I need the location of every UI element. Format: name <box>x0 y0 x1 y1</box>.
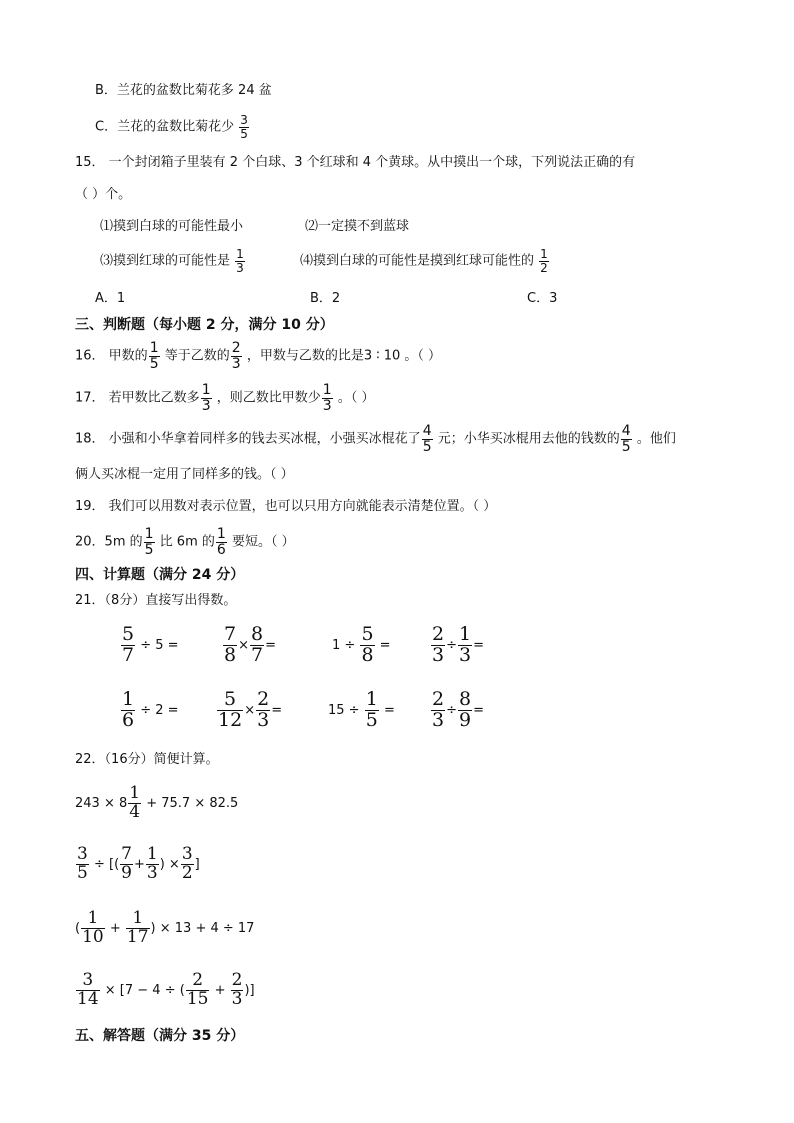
q21-expr-7: 15 ÷ $\frac{1}{5}$ = <box>328 688 395 731</box>
q21-expr-5: $\frac{1}{6}$ ÷ 2 = <box>122 688 179 731</box>
fraction: $\frac{2}{3}$ <box>231 340 241 372</box>
fraction: $\frac{2}{15}$ <box>186 970 209 1009</box>
fraction: $\frac{3}{5}$ <box>77 844 88 883</box>
q19: 19． 我们可以用数对表示位置，也可以只用方向就能表示清楚位置。（ ） <box>75 499 497 514</box>
fraction: $\frac{1}{5}$ <box>149 340 159 372</box>
q15-blank: （ ）个。 <box>75 187 132 202</box>
fraction: $\frac{2}{3}$ <box>231 970 243 1009</box>
fraction: $\frac{2}{3}$ <box>432 623 445 666</box>
fraction: $\frac{1}{17}$ <box>126 908 149 947</box>
q20: 20．5m 的 $\frac{1}{5}$ 比 6m 的 $\frac{1}{6}$ 要短。（ ） <box>75 526 295 558</box>
fraction: $\frac{1}{5}$ <box>144 526 154 558</box>
fraction: $\frac{1}{3}$ <box>459 623 472 666</box>
q14-option-c: C．兰花的盆数比菊花少 $\frac{3}{5}$ <box>95 113 248 141</box>
q15-stem: 15． 一个封闭箱子里装有 2 个白球、3 个红球和 4 个黄球。从中摸出一个球，下列说法正确的有 <box>75 155 636 170</box>
fraction: $\frac{8}{9}$ <box>459 688 472 731</box>
q15-option-b: B．2 <box>310 291 341 306</box>
fraction: $\frac{1}{6}$ <box>216 526 226 558</box>
fraction: $\frac{2}{3}$ <box>257 688 270 731</box>
fraction: $\frac{4}{5}$ <box>621 423 631 455</box>
q15-option-c: C．3 <box>527 291 558 306</box>
fraction: $\frac{5}{8}$ <box>361 623 374 666</box>
q21-expr-2: $\frac{7}{8}$ × $\frac{8}{7}$ = <box>224 623 276 666</box>
fraction: $\frac{2}{3}$ <box>432 688 445 731</box>
q15-option-a: A．1 <box>95 291 126 306</box>
fraction: $\frac{3}{2}$ <box>181 844 193 883</box>
q15-statement-3: ⑶摸到红球的可能性是 $\frac{1}{3}$ <box>100 247 244 275</box>
fraction: $\frac{1}{3}$ <box>146 844 158 883</box>
q18-line2: 俩人买冰棍一定用了同样多的钱。（ ） <box>75 467 294 482</box>
q22-calc-1: 243 × 8 $\frac{1}{4}$ + 75.7 × 82.5 <box>75 783 239 822</box>
q21-expr-3: 1 ÷ $\frac{5}{8}$ = <box>332 623 391 666</box>
q22-calc-2: $\frac{3}{5}$ ÷ [( $\frac{7}{9}$ + $\frac{1}{3}$ ) × $\frac{3}{2}$ ] <box>77 844 200 883</box>
q14-option-b: B．兰花的盆数比菊花多 24 盆 <box>95 83 272 98</box>
fraction: $\frac{3}{5}$ <box>240 113 248 141</box>
q15-statement-1: ⑴摸到白球的可能性最小 <box>100 219 244 234</box>
q21-expr-6: $\frac{5}{12}$ × $\frac{2}{3}$ = <box>218 688 283 731</box>
fraction: $\frac{1}{5}$ <box>365 688 378 731</box>
fraction: $\frac{4}{5}$ <box>422 423 432 455</box>
q22-title: 22．（16分）简便计算。 <box>75 752 219 767</box>
fraction: $\frac{5}{12}$ <box>218 688 243 731</box>
fraction: $\frac{1}{3}$ <box>236 247 244 275</box>
fraction: $\frac{1}{3}$ <box>322 382 332 414</box>
fraction: $\frac{3}{14}$ <box>77 970 99 1009</box>
q18: 18． 小强和小华拿着同样多的钱去买冰棍，小强买冰棍花了 $\frac{4}{5}$ 元；小华买冰棍用去他的钱数的 $\frac{4}{5}$ 。他们 <box>75 423 676 455</box>
q15-statement-2: ⑵一定摸不到蓝球 <box>305 219 410 234</box>
fraction: $\frac{7}{8}$ <box>224 623 237 666</box>
fraction: $\frac{1}{10}$ <box>82 908 104 947</box>
q22-calc-4: $\frac{3}{14}$ × [7 − 4 ÷ ( $\frac{2}{15}$ + $\frac{2}{3}$ )] <box>77 970 255 1009</box>
fraction: $\frac{1}{6}$ <box>122 688 135 731</box>
section-5-heading: 五、解答题（满分 35 分） <box>75 1028 245 1044</box>
q22-calc-3: ( $\frac{1}{10}$ + $\frac{1}{17}$ ) × 13 + 4 ÷ 17 <box>75 908 255 947</box>
q21-expr-4: $\frac{2}{3}$ ÷ $\frac{1}{3}$ = <box>432 623 484 666</box>
fraction: $\frac{1}{2}$ <box>540 247 548 275</box>
section-3-heading: 三、判断题（每小题 2 分，满分 10 分） <box>75 317 334 333</box>
q21-title: 21．（8分）直接写出得数。 <box>75 593 237 608</box>
q17: 17． 若甲数比乙数多 $\frac{1}{3}$ ，则乙数比甲数少 $\frac{1}{3}$ 。（ ） <box>75 382 375 414</box>
fraction: $\frac{8}{7}$ <box>251 623 264 666</box>
fraction: $\frac{1}{3}$ <box>201 382 211 414</box>
q21-expr-8: $\frac{2}{3}$ ÷ $\frac{8}{9}$ = <box>432 688 484 731</box>
q16: 16． 甲数的 $\frac{1}{5}$ 等于乙数的 $\frac{2}{3}$ ，甲数与乙数的比是3 ∶ 10 。（ ） <box>75 340 442 372</box>
fraction: $\frac{5}{7}$ <box>122 623 135 666</box>
fraction: $\frac{1}{4}$ <box>129 783 141 822</box>
q15-statement-4: ⑷摸到白球的可能性是摸到红球可能性的 $\frac{1}{2}$ <box>300 247 548 275</box>
q21-expr-1: $\frac{5}{7}$ ÷ 5 = <box>122 623 179 666</box>
fraction: $\frac{7}{9}$ <box>121 844 132 883</box>
section-4-heading: 四、计算题（满分 24 分） <box>75 567 245 583</box>
